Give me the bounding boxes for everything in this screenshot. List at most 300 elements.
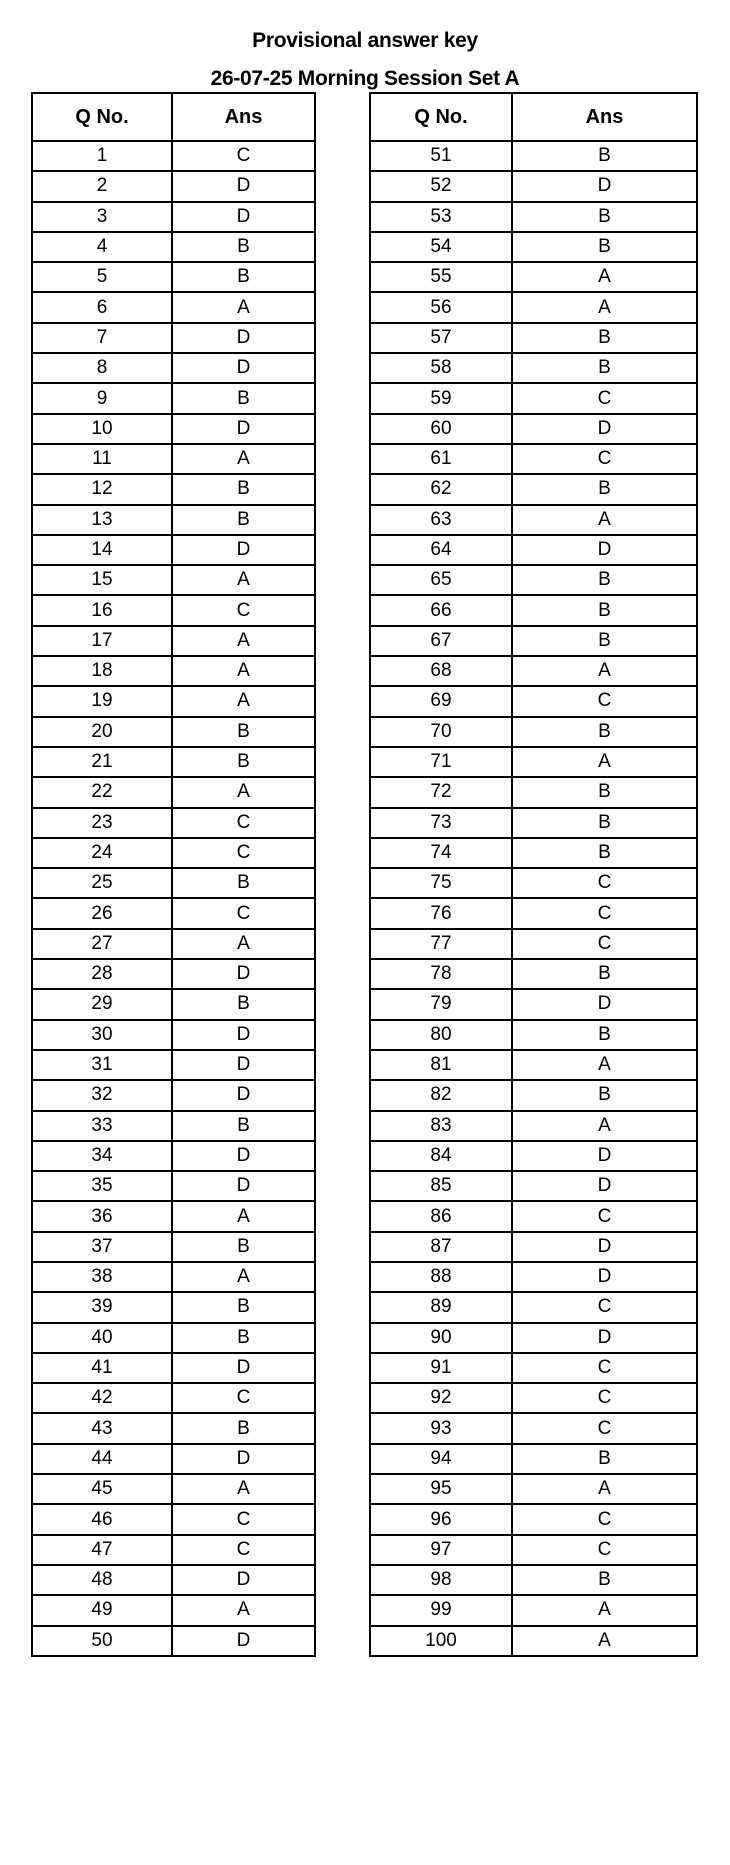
table-row xyxy=(32,838,315,868)
table-row xyxy=(370,262,697,292)
session-subtitle: 26-07-25 Morning Session Set A xyxy=(210,67,520,90)
answer-cell: D xyxy=(172,353,315,383)
answer-cell: C xyxy=(172,838,315,868)
question-number-cell: 13 xyxy=(32,505,172,535)
table-row xyxy=(370,1323,697,1353)
answer-cell: D xyxy=(172,323,315,353)
answer-cell: D xyxy=(172,959,315,989)
answer-cell: D xyxy=(172,1444,315,1474)
table-row xyxy=(370,747,697,777)
answer-cell: A xyxy=(172,686,315,716)
question-number-cell: 28 xyxy=(32,959,172,989)
table-row xyxy=(32,898,315,928)
answer-cell: A xyxy=(512,505,697,535)
question-number-cell: 59 xyxy=(370,383,512,413)
question-number-cell: 79 xyxy=(370,989,512,1019)
question-number-cell: 56 xyxy=(370,292,512,322)
answer-cell: B xyxy=(172,1323,315,1353)
question-number-cell: 6 xyxy=(32,292,172,322)
header-qno: Q No. xyxy=(32,93,172,141)
question-number-cell: 36 xyxy=(32,1201,172,1231)
question-number-cell: 69 xyxy=(370,686,512,716)
answer-cell: C xyxy=(172,1504,315,1534)
question-number-cell: 77 xyxy=(370,929,512,959)
question-number-cell: 74 xyxy=(370,838,512,868)
question-number-cell: 9 xyxy=(32,383,172,413)
table-row xyxy=(32,808,315,838)
answer-cell: B xyxy=(512,1444,697,1474)
answer-cell: D xyxy=(172,1626,315,1656)
answer-cell: A xyxy=(172,292,315,322)
answer-cell: A xyxy=(512,262,697,292)
answer-cell: B xyxy=(172,1232,315,1262)
table-row xyxy=(32,444,315,474)
question-number-cell: 86 xyxy=(370,1201,512,1231)
table-row xyxy=(370,1565,697,1595)
table-row xyxy=(370,202,697,232)
answer-cell: C xyxy=(512,1535,697,1565)
question-number-cell: 87 xyxy=(370,1232,512,1262)
answer-cell: A xyxy=(172,777,315,807)
question-number-cell: 2 xyxy=(32,171,172,201)
question-number-cell: 31 xyxy=(32,1050,172,1080)
answer-cell: C xyxy=(172,1535,315,1565)
question-number-cell: 88 xyxy=(370,1262,512,1292)
question-number-cell: 48 xyxy=(32,1565,172,1595)
question-number-cell: 65 xyxy=(370,565,512,595)
answer-cell: A xyxy=(512,747,697,777)
answer-cell: D xyxy=(172,1080,315,1110)
table-row xyxy=(370,686,697,716)
header-qno: Q No. xyxy=(370,93,512,141)
table-row xyxy=(32,1565,315,1595)
question-number-cell: 39 xyxy=(32,1292,172,1322)
table-row xyxy=(32,717,315,747)
table-row xyxy=(370,323,697,353)
table-row xyxy=(32,262,315,292)
table-row xyxy=(32,929,315,959)
answer-cell: A xyxy=(172,1262,315,1292)
table-row xyxy=(32,1626,315,1656)
answer-cell: C xyxy=(512,383,697,413)
table-row xyxy=(32,1050,315,1080)
answer-cell: C xyxy=(512,898,697,928)
table-row xyxy=(370,717,697,747)
answer-cell: A xyxy=(172,1595,315,1625)
table-row xyxy=(370,535,697,565)
table-row xyxy=(32,292,315,322)
question-number-cell: 35 xyxy=(32,1171,172,1201)
question-number-cell: 42 xyxy=(32,1383,172,1413)
answer-cell: D xyxy=(512,1232,697,1262)
table-row xyxy=(370,808,697,838)
answer-cell: B xyxy=(512,353,697,383)
question-number-cell: 1 xyxy=(32,141,172,171)
table-row xyxy=(370,929,697,959)
table-row xyxy=(370,141,697,171)
table-row xyxy=(32,595,315,625)
question-number-cell: 90 xyxy=(370,1323,512,1353)
answer-cell: A xyxy=(172,656,315,686)
table-row xyxy=(370,595,697,625)
question-number-cell: 14 xyxy=(32,535,172,565)
answer-cell: B xyxy=(512,565,697,595)
table-row xyxy=(370,474,697,504)
question-number-cell: 32 xyxy=(32,1080,172,1110)
table-row xyxy=(32,535,315,565)
table-row xyxy=(370,1050,697,1080)
answer-cell: B xyxy=(512,626,697,656)
answer-cell: B xyxy=(172,747,315,777)
answer-cell: A xyxy=(172,929,315,959)
table-row xyxy=(370,959,697,989)
answer-cell: B xyxy=(512,1080,697,1110)
table-row xyxy=(32,1383,315,1413)
question-number-cell: 67 xyxy=(370,626,512,656)
table-row xyxy=(370,868,697,898)
answer-cell: B xyxy=(172,1111,315,1141)
question-number-cell: 94 xyxy=(370,1444,512,1474)
table-row xyxy=(370,989,697,1019)
question-number-cell: 100 xyxy=(370,1626,512,1656)
table-row xyxy=(32,141,315,171)
header-ans: Ans xyxy=(172,93,315,141)
question-number-cell: 81 xyxy=(370,1050,512,1080)
question-number-cell: 62 xyxy=(370,474,512,504)
question-number-cell: 93 xyxy=(370,1413,512,1443)
question-number-cell: 53 xyxy=(370,202,512,232)
answer-cell: B xyxy=(512,808,697,838)
question-number-cell: 68 xyxy=(370,656,512,686)
table-row xyxy=(370,898,697,928)
table-row xyxy=(32,1535,315,1565)
question-number-cell: 49 xyxy=(32,1595,172,1625)
table-row xyxy=(370,1262,697,1292)
answer-cell: B xyxy=(512,232,697,262)
answer-cell: A xyxy=(172,1201,315,1231)
question-number-cell: 57 xyxy=(370,323,512,353)
table-row xyxy=(32,1444,315,1474)
answer-table-left xyxy=(31,92,316,1657)
answer-cell: B xyxy=(172,505,315,535)
answer-cell: B xyxy=(172,383,315,413)
answer-cell: B xyxy=(512,1020,697,1050)
table-row xyxy=(370,444,697,474)
answer-cell: C xyxy=(512,686,697,716)
table-row xyxy=(32,353,315,383)
question-number-cell: 83 xyxy=(370,1111,512,1141)
question-number-cell: 85 xyxy=(370,1171,512,1201)
question-number-cell: 98 xyxy=(370,1565,512,1595)
table-row xyxy=(32,202,315,232)
table-row xyxy=(32,1111,315,1141)
table-row xyxy=(32,959,315,989)
question-number-cell: 70 xyxy=(370,717,512,747)
answer-cell: A xyxy=(512,656,697,686)
question-number-cell: 82 xyxy=(370,1080,512,1110)
table-row xyxy=(32,1474,315,1504)
answer-cell: D xyxy=(172,535,315,565)
table-row xyxy=(32,1141,315,1171)
answer-cell: A xyxy=(512,1050,697,1080)
question-number-cell: 5 xyxy=(32,262,172,292)
question-number-cell: 58 xyxy=(370,353,512,383)
question-number-cell: 66 xyxy=(370,595,512,625)
question-number-cell: 71 xyxy=(370,747,512,777)
answer-cell: D xyxy=(512,414,697,444)
question-number-cell: 12 xyxy=(32,474,172,504)
question-number-cell: 54 xyxy=(370,232,512,262)
table-row xyxy=(32,989,315,1019)
answer-cell: B xyxy=(172,474,315,504)
question-number-cell: 4 xyxy=(32,232,172,262)
answer-cell: D xyxy=(512,1323,697,1353)
table-row xyxy=(370,1444,697,1474)
table-row xyxy=(370,232,697,262)
table-row xyxy=(32,1080,315,1110)
question-number-cell: 38 xyxy=(32,1262,172,1292)
answer-cell: D xyxy=(512,171,697,201)
question-number-cell: 95 xyxy=(370,1474,512,1504)
table-row xyxy=(370,383,697,413)
table-row xyxy=(32,626,315,656)
table-row xyxy=(370,1535,697,1565)
question-number-cell: 45 xyxy=(32,1474,172,1504)
question-number-cell: 97 xyxy=(370,1535,512,1565)
answer-cell: A xyxy=(172,444,315,474)
answer-cell: D xyxy=(172,1141,315,1171)
answer-cell: A xyxy=(512,1111,697,1141)
answer-table-right xyxy=(369,92,698,1657)
question-number-cell: 19 xyxy=(32,686,172,716)
question-number-cell: 40 xyxy=(32,1323,172,1353)
question-number-cell: 84 xyxy=(370,1141,512,1171)
answer-cell: B xyxy=(172,232,315,262)
question-number-cell: 51 xyxy=(370,141,512,171)
question-number-cell: 30 xyxy=(32,1020,172,1050)
answer-cell: D xyxy=(512,1171,697,1201)
answer-cell: B xyxy=(172,262,315,292)
table-row xyxy=(370,414,697,444)
answer-cell: B xyxy=(172,868,315,898)
table-row xyxy=(370,656,697,686)
answer-cell: C xyxy=(172,808,315,838)
question-number-cell: 73 xyxy=(370,808,512,838)
table-row xyxy=(32,505,315,535)
question-number-cell: 41 xyxy=(32,1353,172,1383)
table-row xyxy=(32,1262,315,1292)
table-row xyxy=(370,1292,697,1322)
answer-cell: D xyxy=(172,1565,315,1595)
answer-cell: B xyxy=(512,1565,697,1595)
question-number-cell: 50 xyxy=(32,1626,172,1656)
answer-cell: D xyxy=(512,1141,697,1171)
question-number-cell: 34 xyxy=(32,1141,172,1171)
answer-table-left-body xyxy=(32,141,315,1656)
answer-cell: C xyxy=(512,1292,697,1322)
answer-cell: C xyxy=(512,1383,697,1413)
answer-cell: D xyxy=(172,1353,315,1383)
table-row xyxy=(370,1595,697,1625)
table-row xyxy=(32,323,315,353)
answer-cell: B xyxy=(512,202,697,232)
answer-cell: D xyxy=(172,1171,315,1201)
header-row xyxy=(370,93,697,141)
question-number-cell: 37 xyxy=(32,1232,172,1262)
answer-cell: B xyxy=(172,1292,315,1322)
question-number-cell: 52 xyxy=(370,171,512,201)
question-number-cell: 16 xyxy=(32,595,172,625)
question-number-cell: 21 xyxy=(32,747,172,777)
question-number-cell: 60 xyxy=(370,414,512,444)
question-number-cell: 89 xyxy=(370,1292,512,1322)
table-row xyxy=(32,656,315,686)
question-number-cell: 80 xyxy=(370,1020,512,1050)
answer-cell: D xyxy=(172,1050,315,1080)
table-row xyxy=(370,838,697,868)
table-row xyxy=(370,1413,697,1443)
answer-cell: C xyxy=(512,444,697,474)
answer-cell: A xyxy=(512,1474,697,1504)
answer-cell: B xyxy=(512,838,697,868)
table-row xyxy=(32,868,315,898)
document-title: Provisional answer key xyxy=(252,29,478,52)
question-number-cell: 47 xyxy=(32,1535,172,1565)
question-number-cell: 96 xyxy=(370,1504,512,1534)
table-row xyxy=(32,1595,315,1625)
table-row xyxy=(370,1626,697,1656)
answer-cell: B xyxy=(172,989,315,1019)
question-number-cell: 43 xyxy=(32,1413,172,1443)
answer-cell: B xyxy=(512,595,697,625)
table-row xyxy=(32,747,315,777)
table-row xyxy=(32,474,315,504)
answer-cell: A xyxy=(172,626,315,656)
table-row xyxy=(32,414,315,444)
answer-cell: C xyxy=(512,868,697,898)
table-row xyxy=(32,232,315,262)
question-number-cell: 61 xyxy=(370,444,512,474)
answer-table-right-body xyxy=(370,141,697,1656)
answer-cell: D xyxy=(512,535,697,565)
answer-cell: D xyxy=(172,414,315,444)
answer-cell: A xyxy=(512,292,697,322)
answer-cell: D xyxy=(172,1020,315,1050)
question-number-cell: 8 xyxy=(32,353,172,383)
answer-cell: A xyxy=(512,1626,697,1656)
question-number-cell: 25 xyxy=(32,868,172,898)
header-row xyxy=(32,93,315,141)
table-row xyxy=(32,1020,315,1050)
question-number-cell: 64 xyxy=(370,535,512,565)
question-number-cell: 18 xyxy=(32,656,172,686)
answer-cell: A xyxy=(172,565,315,595)
answer-cell: B xyxy=(512,474,697,504)
question-number-cell: 63 xyxy=(370,505,512,535)
table-row xyxy=(370,1141,697,1171)
table-row xyxy=(370,1232,697,1262)
answer-cell: C xyxy=(512,1413,697,1443)
table-row xyxy=(370,1383,697,1413)
question-number-cell: 72 xyxy=(370,777,512,807)
answer-cell: C xyxy=(172,595,315,625)
question-number-cell: 33 xyxy=(32,1111,172,1141)
table-row xyxy=(32,1201,315,1231)
question-number-cell: 22 xyxy=(32,777,172,807)
answer-cell: A xyxy=(172,1474,315,1504)
table-row xyxy=(370,626,697,656)
table-row xyxy=(32,1292,315,1322)
question-number-cell: 78 xyxy=(370,959,512,989)
table-row xyxy=(32,1323,315,1353)
table-row xyxy=(32,1353,315,1383)
question-number-cell: 26 xyxy=(32,898,172,928)
table-row xyxy=(32,1413,315,1443)
answer-cell: C xyxy=(172,1383,315,1413)
answer-cell: B xyxy=(512,777,697,807)
question-number-cell: 11 xyxy=(32,444,172,474)
table-row xyxy=(370,1474,697,1504)
question-number-cell: 23 xyxy=(32,808,172,838)
table-row xyxy=(32,686,315,716)
table-row xyxy=(370,1201,697,1231)
question-number-cell: 17 xyxy=(32,626,172,656)
answer-cell: C xyxy=(512,929,697,959)
table-row xyxy=(370,353,697,383)
answer-cell: C xyxy=(512,1504,697,1534)
answer-cell: B xyxy=(172,717,315,747)
question-number-cell: 55 xyxy=(370,262,512,292)
answer-cell: B xyxy=(512,141,697,171)
answer-cell: D xyxy=(172,202,315,232)
table-row xyxy=(370,1111,697,1141)
table-row xyxy=(32,383,315,413)
question-number-cell: 15 xyxy=(32,565,172,595)
answer-cell: B xyxy=(512,323,697,353)
table-row xyxy=(32,777,315,807)
question-number-cell: 29 xyxy=(32,989,172,1019)
table-row xyxy=(370,292,697,322)
question-number-cell: 91 xyxy=(370,1353,512,1383)
answer-cell: B xyxy=(512,717,697,747)
question-number-cell: 46 xyxy=(32,1504,172,1534)
header-ans: Ans xyxy=(512,93,697,141)
answer-cell: C xyxy=(512,1353,697,1383)
answer-cell: A xyxy=(512,1595,697,1625)
question-number-cell: 92 xyxy=(370,1383,512,1413)
table-row xyxy=(370,777,697,807)
answer-cell: C xyxy=(512,1201,697,1231)
table-row xyxy=(370,505,697,535)
question-number-cell: 99 xyxy=(370,1595,512,1625)
question-number-cell: 10 xyxy=(32,414,172,444)
question-number-cell: 3 xyxy=(32,202,172,232)
table-row xyxy=(370,1504,697,1534)
table-row xyxy=(370,565,697,595)
question-number-cell: 24 xyxy=(32,838,172,868)
question-number-cell: 44 xyxy=(32,1444,172,1474)
answer-cell: D xyxy=(512,1262,697,1292)
table-row xyxy=(370,1171,697,1201)
answer-cell: B xyxy=(172,1413,315,1443)
table-row xyxy=(370,1080,697,1110)
table-row xyxy=(32,171,315,201)
question-number-cell: 27 xyxy=(32,929,172,959)
table-row xyxy=(32,1232,315,1262)
table-row xyxy=(32,1171,315,1201)
table-row xyxy=(32,1504,315,1534)
table-row xyxy=(370,1353,697,1383)
